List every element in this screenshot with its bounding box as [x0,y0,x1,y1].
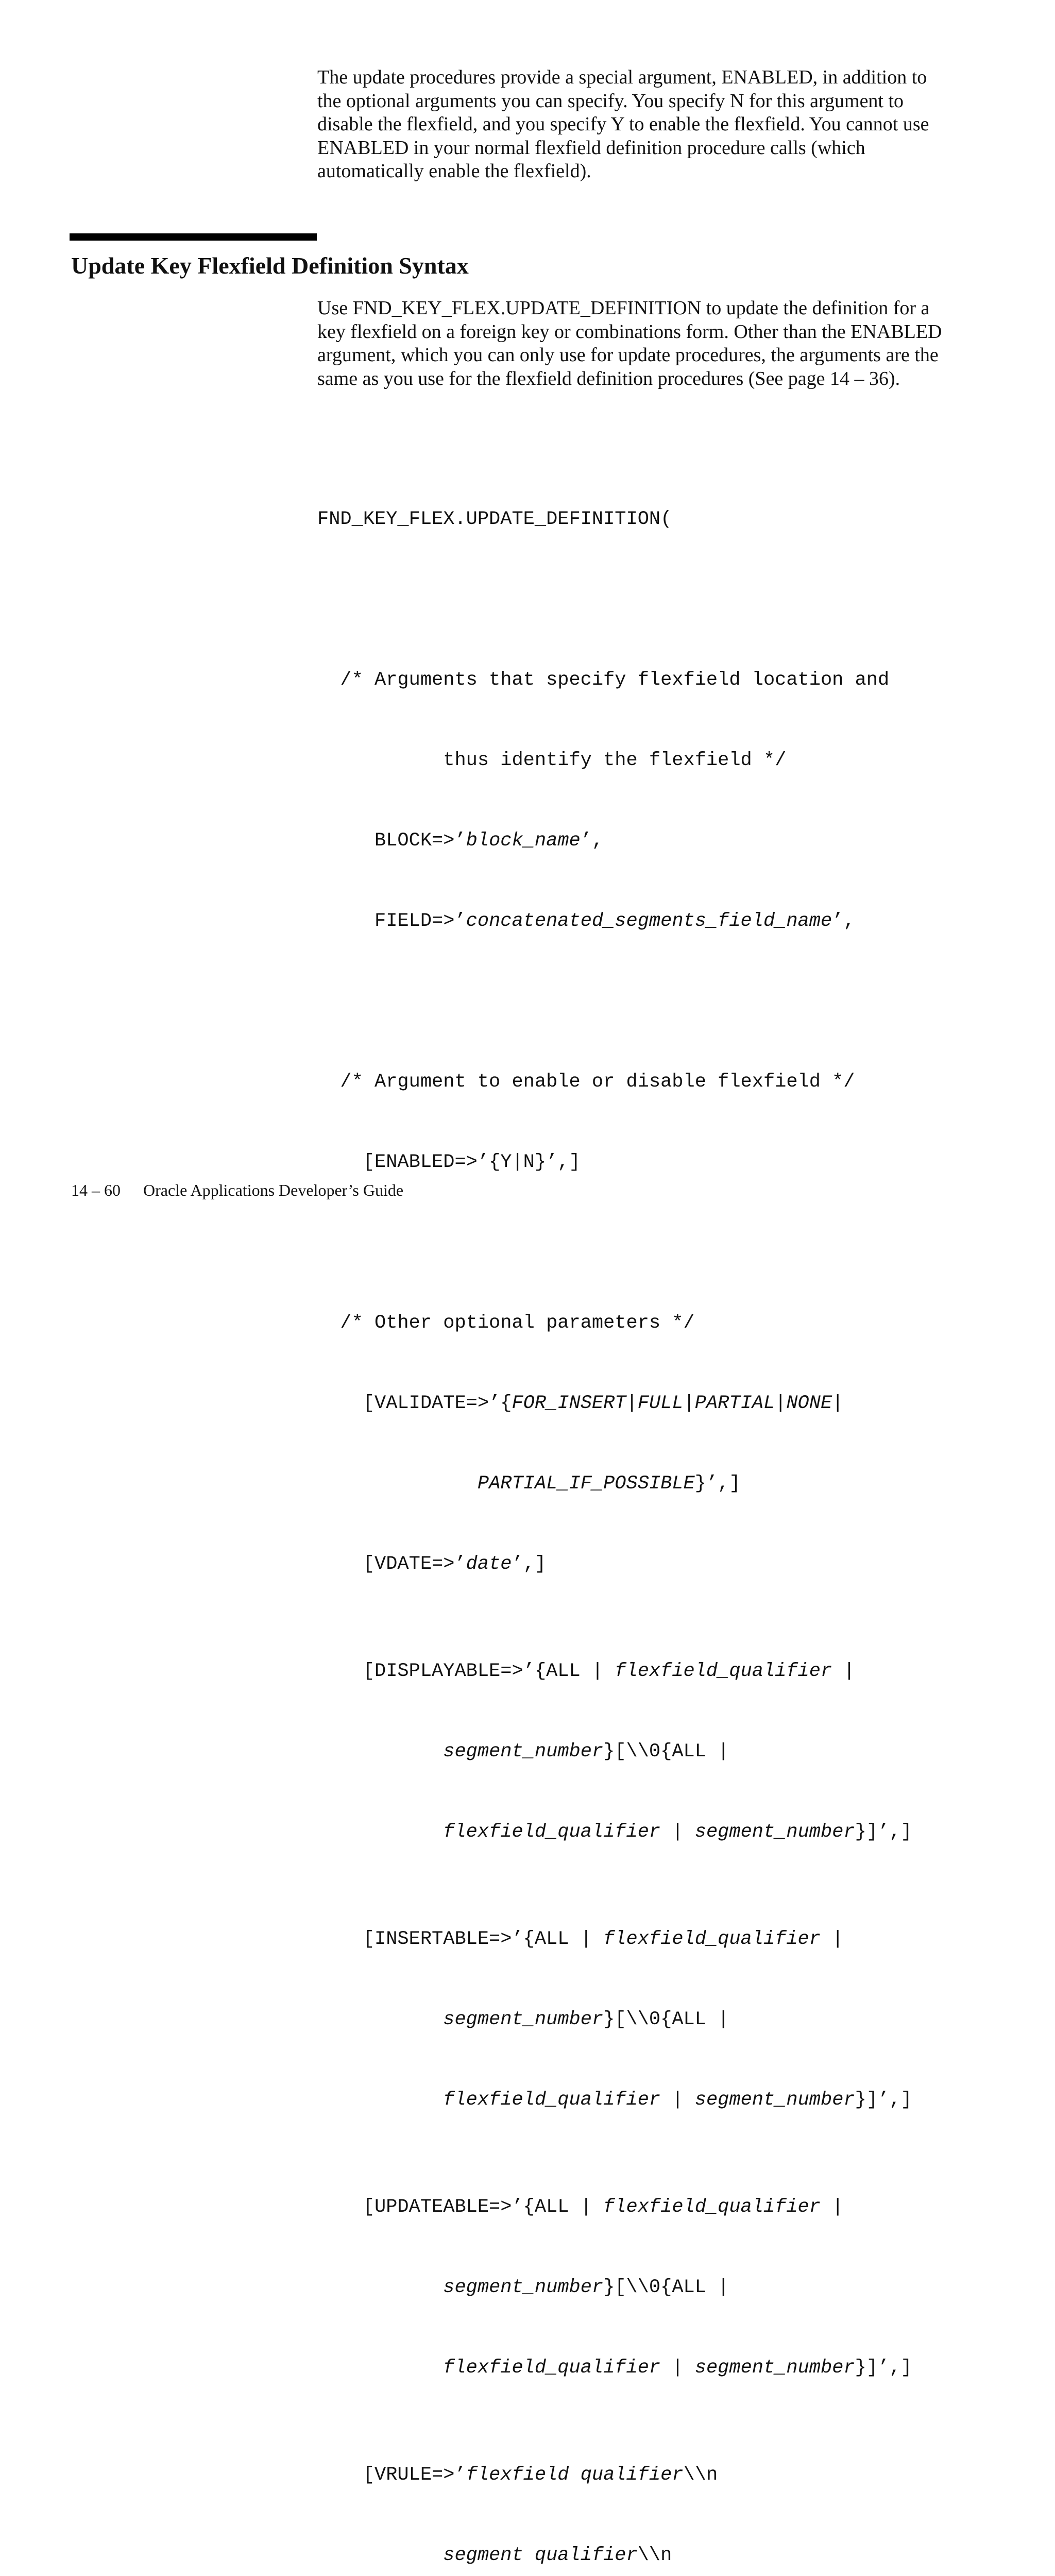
code-blank [317,988,912,1015]
field-arg-prefix: FIELD=>’ [317,910,466,932]
qualifier-term: flexfield_qualifier [603,1928,821,1950]
displayable-arg-prefix: [DISPLAYABLE=>’{ALL | [317,1660,615,1682]
code-updateable-arg-3 [317,2354,912,2381]
segment-term: segment_number [694,2357,855,2379]
validate-arg-prefix: [VALIDATE=>’{ [317,1393,512,1414]
qualifier-term: flexfield_qualifier [615,1660,832,1682]
code-field-arg [317,908,912,935]
code-blank [317,1229,912,1256]
vrule-arg-value-1: flexfield qualifier [466,2464,684,2486]
code-indent [317,1741,443,1762]
pipe-separator: | [820,2196,844,2218]
argument-tail: }]’,] [855,1821,912,1843]
code-validate-arg-1 [317,1390,912,1417]
page-footer [71,1180,403,1200]
argument-tail: }]’,] [855,2089,912,2111]
code-indent [317,1473,478,1495]
code-indent [317,2545,443,2566]
vdate-arg-prefix: [VDATE=>’ [317,1553,466,1575]
enabled-arg-value: {Y|N} [489,1151,547,1173]
section-rule [70,233,317,241]
code-updateable-arg-1 [317,2194,912,2221]
qualifier-term: flexfield_qualifier [443,2089,661,2111]
qualifier-term: flexfield_qualifier [603,2196,821,2218]
vrule-arg-prefix: [VRULE=>’ [317,2464,466,2486]
code-indent [317,2277,443,2298]
pipe-separator: | [820,1928,844,1950]
code-displayable-arg-2 [317,1738,912,1765]
qualifier-term: flexfield_qualifier [443,2357,661,2379]
vdate-arg-value: date [466,1553,512,1575]
section-heading: Update Key Flexfield Definition Syntax [71,252,469,279]
enabled-arg-suffix: ’,] [546,1151,581,1173]
code-displayable-arg-3 [317,1819,912,1845]
code-indent [317,2357,443,2379]
code-updateable-arg-2 [317,2274,912,2301]
code-blank [317,586,912,613]
vrule-arg-value-2: segment qualifier [443,2545,638,2566]
segment-term: segment_number [443,1741,604,1762]
field-arg-suffix: ’, [832,910,855,932]
pipe-separator: | [660,2357,695,2379]
code-call: FND_KEY_FLEX.UPDATE_DEFINITION( [317,509,672,530]
insertable-arg-prefix: [INSERTABLE=>’{ALL | [317,1928,604,1950]
code-comment-location-2: thus identify the flexfield */ [317,750,787,771]
argument-tail: }]’,] [855,2357,912,2379]
intro-paragraph: The update procedures provide a special argument, ENABLED, in addition to the optional arguments you can specify. You specify N for this argument to disable the flexfield, and you specify Y to enable the flexfield. You cannot use ENABLED in your normal flexfield definition procedure calls (which automatically enable the flexfield). [317,66,929,182]
code-indent [317,2089,443,2111]
validate-arg-values-1: FOR_INSERT|FULL|PARTIAL|NONE| [512,1393,844,1414]
pipe-separator: | [832,1660,855,1682]
code-insertable-arg-1 [317,1926,912,1953]
code-insertable-arg-3 [317,2087,912,2113]
vdate-arg-suffix: ’,] [512,1553,547,1575]
field-arg-value: concatenated_segments_field_name [466,910,832,932]
code-enabled-arg [317,1149,912,1176]
pipe-separator: | [660,1821,695,1843]
segment-tail: }[\\0{ALL | [603,2009,729,2030]
code-insertable-arg-2 [317,2006,912,2033]
qualifier-term: flexfield_qualifier [443,1821,661,1843]
code-validate-arg-2 [317,1470,912,1497]
code-comment-location-1: /* Arguments that specify flexfield location and [317,669,890,691]
updateable-arg-prefix: [UPDATEABLE=>’{ALL | [317,2196,604,2218]
segment-tail: }[\\0{ALL | [603,1741,729,1762]
block-arg-value: block_name [466,830,581,852]
page-number: 14 – 60 [71,1181,121,1199]
code-vrule-arg-2 [317,2542,912,2569]
book-title: Oracle Applications Developer’s Guide [143,1181,404,1199]
section-paragraph: Use FND_KEY_FLEX.UPDATE_DEFINITION to update the definition for a key flexfield on a foreign key or combinations form. Other than the ENABLED argument, which you can only use for update procedures, the arguments are the same as you use for the flexfield definition procedures (See page 14 – 36). [317,297,942,389]
segment-term: segment_number [694,2089,855,2111]
segment-tail: }[\\0{ALL | [603,2277,729,2298]
validate-arg-suffix: }’,] [694,1473,741,1495]
enabled-arg-prefix: [ENABLED=>’ [317,1151,489,1173]
code-comment-enable: /* Argument to enable or disable flexfield */ [317,1071,855,1093]
segment-term: segment_number [443,2009,604,2030]
pipe-separator: | [660,2089,695,2111]
block-arg-suffix: ’, [580,830,604,852]
code-comment-optional: /* Other optional parameters */ [317,1312,695,1334]
vrule-newline: \\n [683,2464,718,2486]
code-indent [317,2009,443,2030]
code-displayable-arg-1 [317,1658,912,1685]
code-vrule-arg-1 [317,2462,912,2488]
code-block-arg [317,827,912,854]
vrule-newline: \\n [637,2545,672,2566]
segment-term: segment_number [694,1821,855,1843]
code-vdate-arg [317,1551,912,1578]
block-arg-prefix: BLOCK=>’ [317,830,466,852]
code-block [317,452,912,2576]
code-indent [317,1821,443,1843]
segment-term: segment_number [443,2277,604,2298]
validate-arg-values-2: PARTIAL_IF_POSSIBLE [477,1473,695,1495]
